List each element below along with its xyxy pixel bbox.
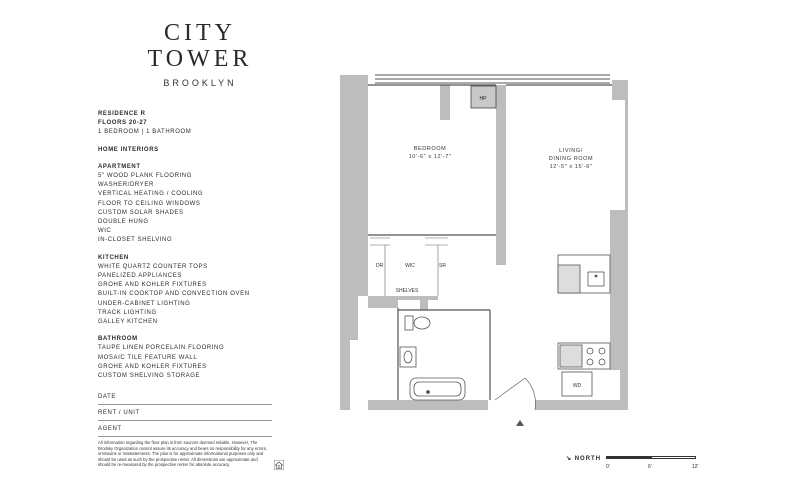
scale-label-12: 12' [692, 464, 699, 470]
kitchen-item: BUILT-IN COOKTOP AND CONVECTION OVEN [98, 291, 250, 298]
residence-name: RESIDENCE R [98, 111, 146, 117]
brand-line-tower: TOWER [147, 46, 253, 72]
equal-housing-icon [274, 460, 284, 470]
living-label: LIVING/ [559, 148, 583, 154]
kitchen-item: TRACK LIGHTING [98, 309, 157, 316]
dr-label: DR [376, 263, 384, 269]
north-label: NORTH [574, 456, 602, 462]
hp-unit [471, 86, 496, 108]
residence-floors: FLOORS 20-27 [98, 120, 148, 127]
living-dims: 12'-5" x 15'-6" [549, 164, 593, 170]
sink-icon [400, 347, 416, 367]
kitchen-item: GROHE AND KOHLER FIXTURES [98, 282, 207, 289]
disclaimer-text: All information regarding the floor plan is from sources deemed reliable. However, The Brodsky Organization cannot assure its accuracy and bears no responsibility for any errors, omissions or misstatements. The plan is for approximate informational purposes only and should be used as such by the prospective renter. All dimensions are approximate and should be re-measured by the prospective renter for absolute accuracy. [98, 440, 267, 468]
apartment-heading: APARTMENT [98, 163, 141, 170]
north-indicator [566, 455, 601, 462]
kitchen-item: PANELIZED APPLIANCES [98, 273, 182, 280]
spec-list [98, 110, 278, 381]
rent-unit-label: RENT / UNIT [98, 410, 140, 416]
living-label-2: DINING ROOM [548, 156, 594, 162]
north-arrow-icon: ↘ [566, 456, 573, 462]
bathroom-heading: BATHROOM [98, 336, 138, 343]
floor-plan [330, 60, 650, 430]
apartment-item: 5" WOOD PLANK FLOORING [98, 173, 193, 180]
kitchen-item: WHITE QUARTZ COUNTER TOPS [98, 263, 208, 270]
scale-label-6: 6' [648, 464, 652, 470]
shelves-label: SHELVES [395, 288, 419, 294]
wic-label: WIC [405, 263, 415, 269]
scale-label-0: 0' [606, 464, 610, 470]
brand-line-city: CITY [164, 20, 236, 46]
kitchen-item: UNDER-CABINET LIGHTING [98, 300, 191, 307]
apartment-item: WIC [98, 228, 112, 235]
brand-line-brooklyn: BROOKLYN [163, 78, 237, 88]
bathroom-item: TAUPE LINEN PORCELAIN FLOORING [98, 345, 225, 352]
washer-dryer [562, 372, 592, 396]
cooktop [558, 343, 610, 369]
apartment-item: CUSTOM SOLAR SHADES [98, 209, 184, 216]
kitchen-counter [558, 255, 610, 293]
apartment-item: FLOOR TO CEILING WINDOWS [98, 200, 201, 207]
date-label: DATE [98, 394, 116, 400]
bathroom-item: GROHE AND KOHLER FIXTURES [98, 363, 207, 370]
residence-layout: 1 BEDROOM | 1 BATHROOM [98, 129, 192, 136]
date-field[interactable] [98, 394, 272, 405]
entry-arrow-icon [516, 420, 524, 426]
agent-label: AGENT [98, 426, 122, 432]
agent-field[interactable] [98, 426, 272, 437]
home-interiors-heading: HOME INTERIORS [98, 146, 159, 153]
entry-door [495, 378, 536, 410]
bathroom-item: CUSTOM SHELVING STORAGE [98, 373, 201, 380]
window-wall [375, 75, 610, 83]
hp-label: HP [479, 96, 487, 102]
scale-segment-light [651, 456, 696, 459]
scale-segment-dark [606, 456, 651, 459]
kitchen-heading: KITCHEN [98, 254, 129, 261]
wd-label: WD [572, 383, 582, 389]
sr-label: SR [439, 263, 446, 269]
bathroom-item: MOSAIC TILE FEATURE WALL [98, 354, 198, 361]
apartment-item: IN-CLOSET SHELVING [98, 237, 173, 244]
brand-logo [130, 20, 270, 88]
apartment-item: VERTICAL HEATING / COOLING [98, 191, 204, 198]
toilet-icon [405, 316, 430, 330]
kitchen-item: GALLEY KITCHEN [98, 319, 158, 326]
bedroom-label: BEDROOM [413, 146, 447, 152]
apartment-item: DOUBLE HUNG [98, 219, 149, 226]
bathtub-icon [410, 378, 465, 400]
rent-unit-field[interactable] [98, 410, 272, 421]
bedroom-dims: 10'-6" x 12'-7" [408, 154, 452, 160]
apartment-item: WASHER/DRYER [98, 182, 154, 189]
